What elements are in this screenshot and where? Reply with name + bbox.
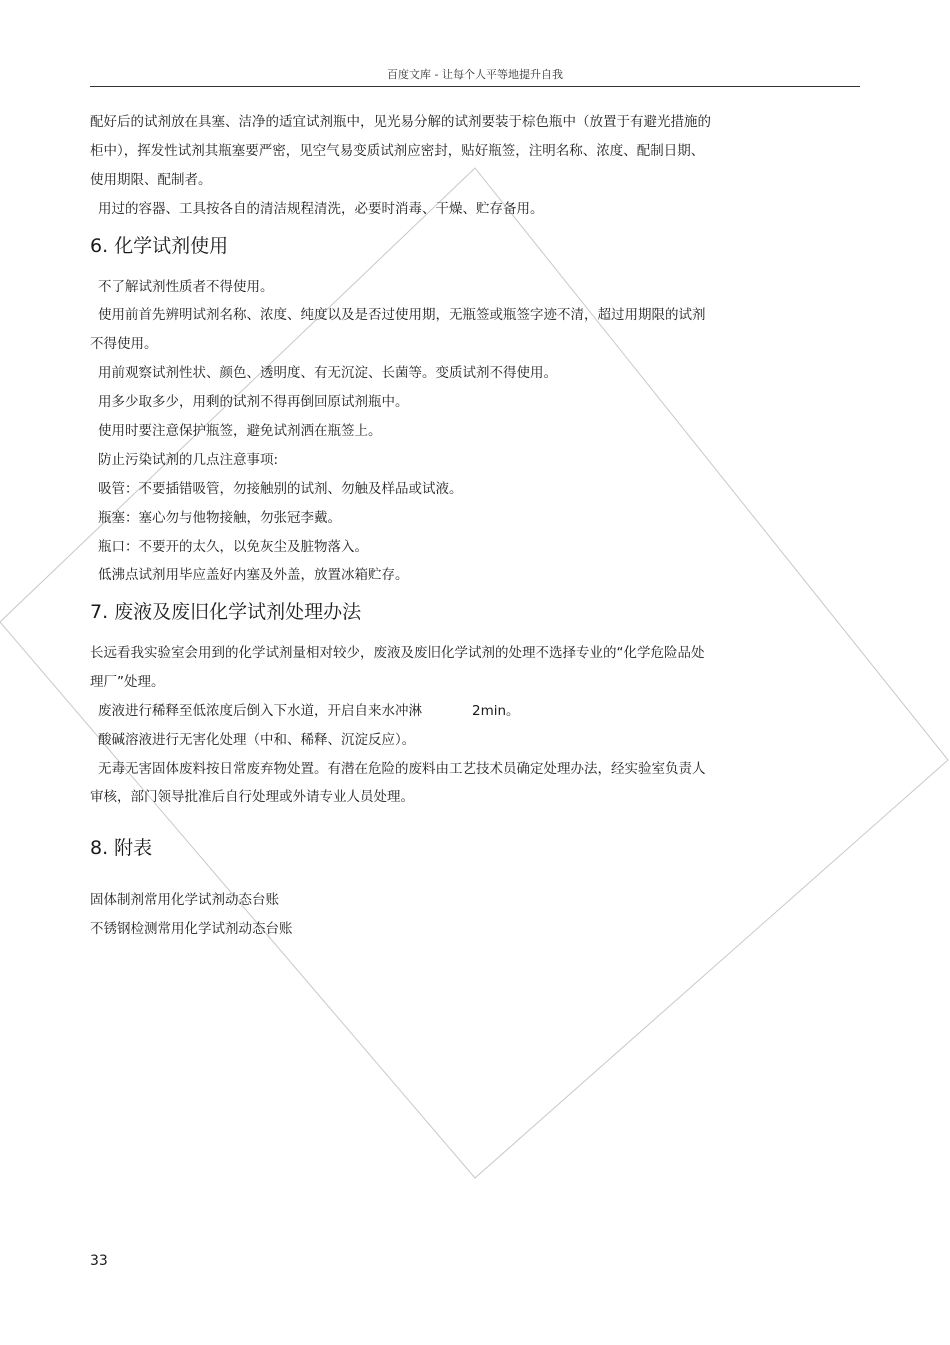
section-7-heading: 7. 废液及废旧化学试剂处理办法 bbox=[90, 601, 362, 623]
section-6-line: 使用时要注意保护瓶签，避免试剂洒在瓶签上。 bbox=[98, 423, 382, 439]
section-7-line-6: 审核，部门领导批准后自行处理或外请专业人员处理。 bbox=[90, 789, 414, 805]
section-7-line-5: 无毒无害固体废料按日常废弃物处置。有潜在危险的废料由工艺技术员确定处理办法，经实验室负责人 bbox=[98, 761, 706, 777]
section-6-line: 吸管：不要插错吸管，勿接触别的试剂、勿触及样品或试液。 bbox=[98, 481, 463, 497]
intro-line-4: 用过的容器、工具按各自的清洁规程清洗，必要时消毒、干燥、贮存备用。 bbox=[98, 201, 544, 217]
section-6-line: 低沸点试剂用毕应盖好内塞及外盖，放置冰箱贮存。 bbox=[98, 567, 409, 583]
section-7-line-3-duration: 2min。 bbox=[472, 703, 520, 719]
section-7-line-1: 长远看我实验室会用到的化学试剂量相对较少，废液及废旧化学试剂的处理不选择专业的“化学危险品处 bbox=[90, 645, 705, 661]
section-6-line: 瓶口：不要开的太久，以免灰尘及脏物落入。 bbox=[98, 539, 368, 555]
section-6-line: 瓶塞：塞心勿与他物接触，勿张冠李戴。 bbox=[98, 510, 341, 526]
intro-line-1: 配好后的试剂放在具塞、洁净的适宜试剂瓶中，见光易分解的试剂要装于棕色瓶中（放置于有避光措施的 bbox=[90, 114, 711, 130]
intro-line-3: 使用期限、配制者。 bbox=[90, 172, 212, 188]
section-6-line: 使用前首先辨明试剂名称、浓度、纯度以及是否过使用期，无瓶签或瓶签字迹不清，超过用期限的试剂 bbox=[98, 307, 706, 323]
section-7-line-3-text: 废液进行稀释至低浓度后倒入下水道，开启自来水冲淋 bbox=[98, 703, 422, 719]
intro-line-2: 柜中），挥发性试剂其瓶塞要严密，见空气易变质试剂应密封，贴好瓶签，注明名称、浓度、配制日期、 bbox=[90, 143, 705, 159]
attachment-item: 不锈钢检测常用化学试剂动态台账 bbox=[90, 921, 293, 937]
section-7-line-4: 酸碱溶液进行无害化处理（中和、稀释、沉淀反应）。 bbox=[98, 732, 416, 748]
section-7-line-3 bbox=[98, 701, 520, 721]
section-8-heading: 8. 附表 bbox=[90, 837, 153, 859]
page-header: 百度文库 - 让每个人平等地提升自我 bbox=[90, 66, 860, 87]
section-6-line: 用前观察试剂性状、颜色、透明度、有无沉淀、长菌等。变质试剂不得使用。 bbox=[98, 365, 557, 381]
section-6-line: 不了解试剂性质者不得使用。 bbox=[98, 279, 274, 295]
section-6-line: 防止污染试剂的几点注意事项: bbox=[98, 452, 279, 468]
section-7-line-2: 理厂”处理。 bbox=[90, 674, 165, 690]
page-number: 33 bbox=[90, 1253, 108, 1269]
attachment-item: 固体制剂常用化学试剂动态台账 bbox=[90, 892, 279, 908]
section-6-line: 用多少取多少，用剩的试剂不得再倒回原试剂瓶中。 bbox=[98, 394, 409, 410]
section-6-heading: 6. 化学试剂使用 bbox=[90, 235, 229, 257]
section-6-line: 不得使用。 bbox=[90, 336, 158, 352]
